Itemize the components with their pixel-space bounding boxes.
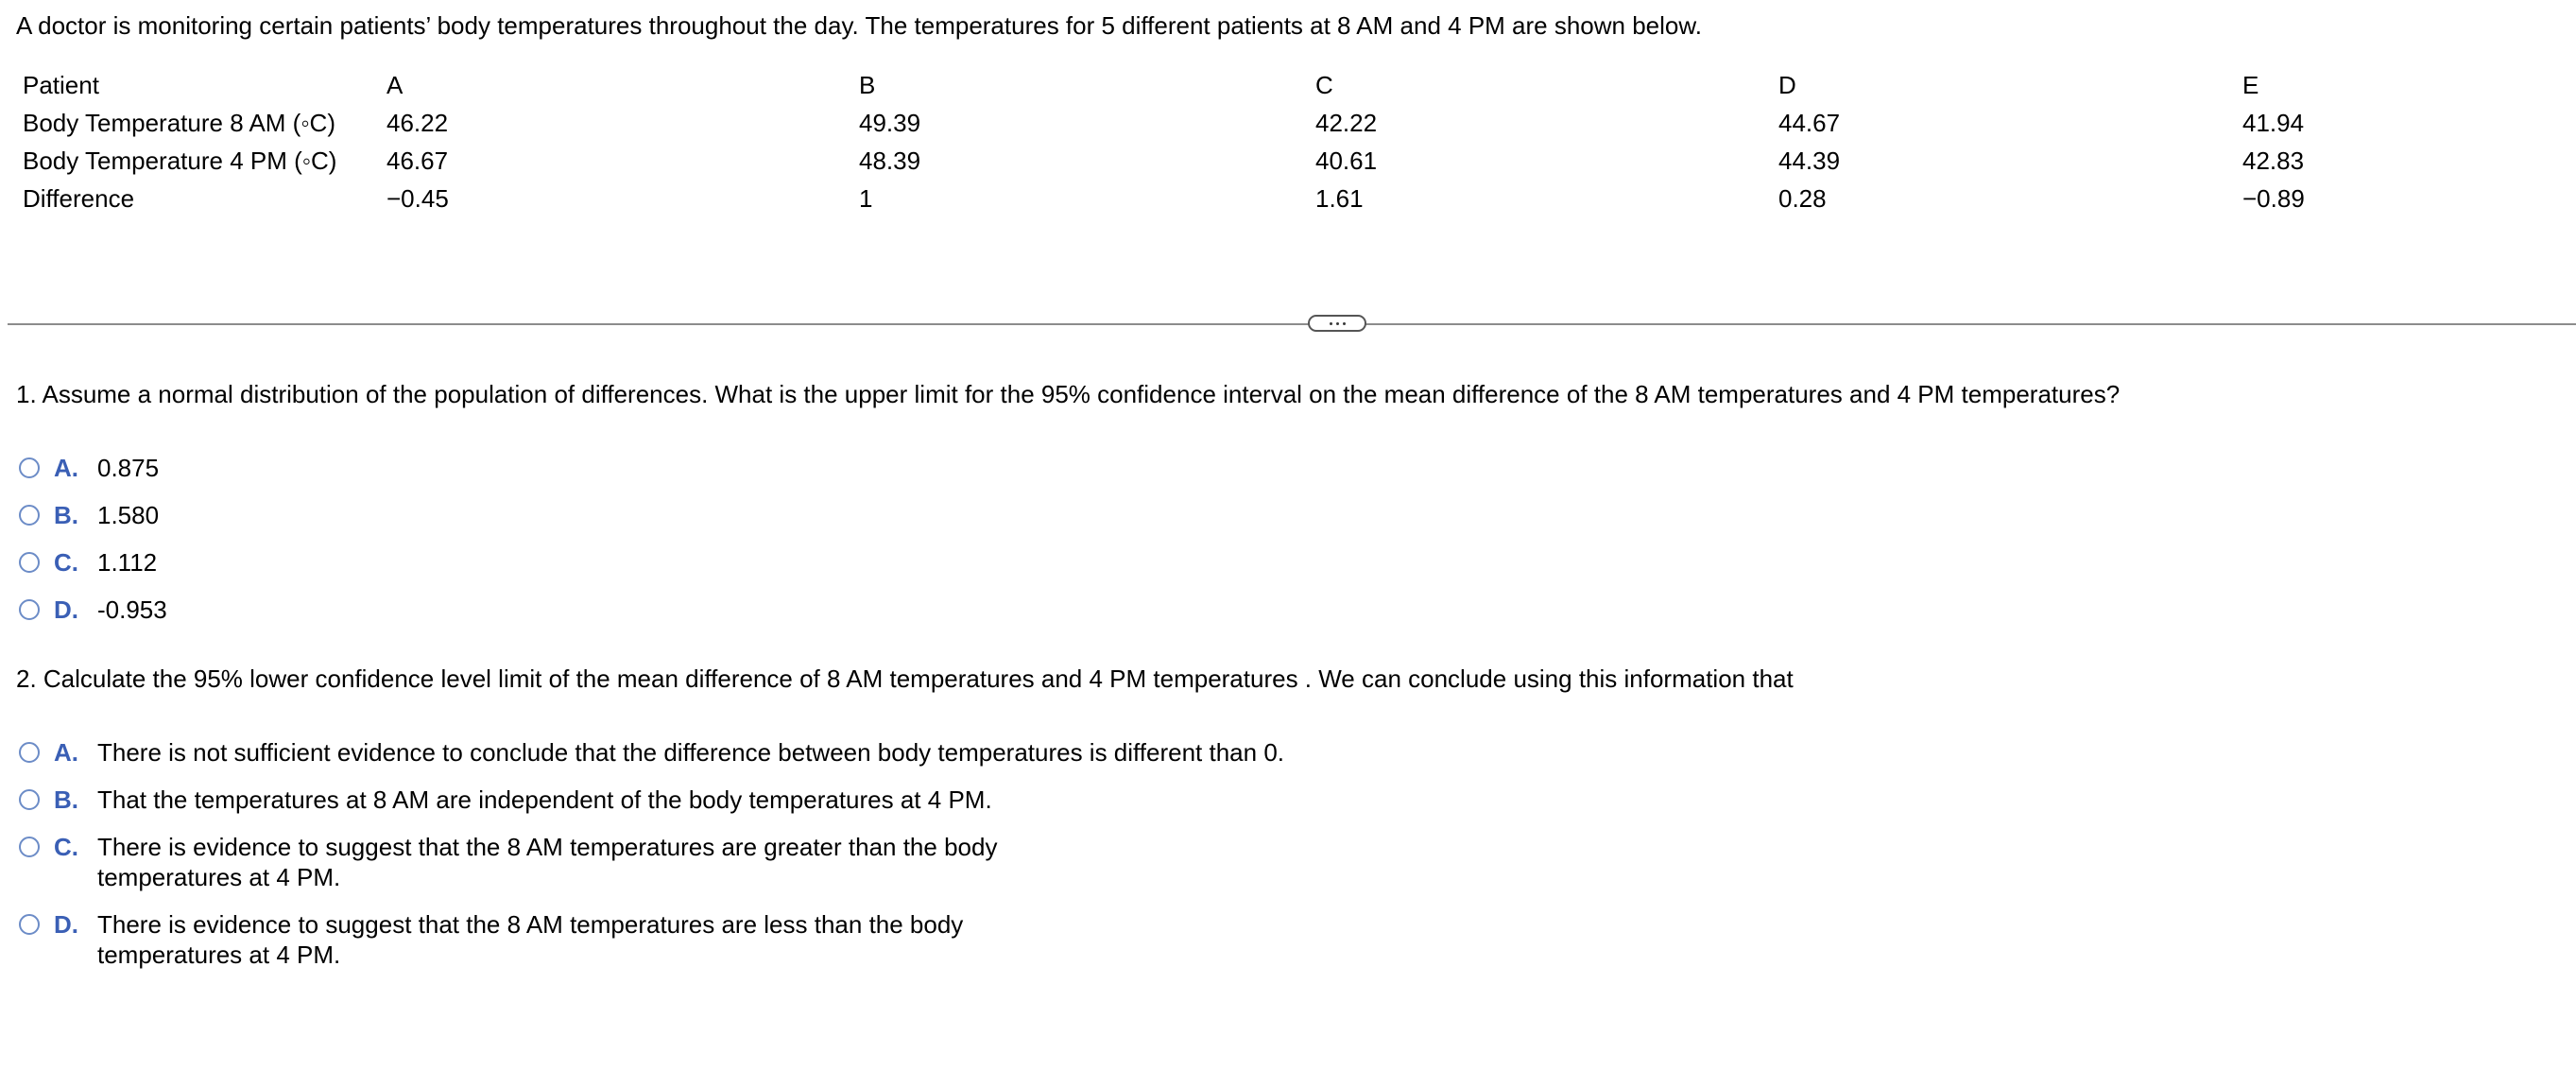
table-row bbox=[23, 66, 2431, 104]
radio-icon[interactable] bbox=[19, 505, 40, 526]
option-letter: A. bbox=[54, 738, 78, 767]
table-cell: 49.39 bbox=[859, 108, 921, 137]
radio-icon[interactable] bbox=[19, 742, 40, 763]
option-letter: D. bbox=[54, 910, 78, 939]
table-cell: D bbox=[1778, 70, 1796, 99]
table-cell: 1 bbox=[859, 183, 873, 213]
table-cell: −0.45 bbox=[386, 183, 449, 213]
table-cell: 0.28 bbox=[1778, 183, 1827, 213]
table-cell: 46.67 bbox=[386, 146, 449, 175]
option-text: 1.112 bbox=[97, 548, 158, 577]
radio-icon[interactable] bbox=[19, 789, 40, 810]
radio-icon[interactable] bbox=[19, 914, 40, 935]
table-cell: −0.89 bbox=[2242, 183, 2305, 213]
option-text: There is not sufficient evidence to conclude that the difference between body temperatures is different than 0. bbox=[97, 738, 1285, 767]
table-row bbox=[23, 142, 2431, 180]
temperature-table bbox=[23, 66, 2431, 217]
ellipsis-icon[interactable] bbox=[1308, 315, 1366, 332]
option-text: 1.580 bbox=[97, 501, 160, 529]
table-cell: Body Temperature 4 PM (◦C) bbox=[23, 146, 337, 175]
q1-option-c[interactable] bbox=[19, 547, 157, 578]
q1-option-b[interactable] bbox=[19, 500, 159, 530]
q1-option-d[interactable] bbox=[19, 595, 167, 625]
option-letter: B. bbox=[54, 785, 78, 814]
table-cell: 48.39 bbox=[859, 146, 921, 175]
table-cell: Body Temperature 8 AM (◦C) bbox=[23, 108, 335, 137]
option-text: -0.953 bbox=[97, 595, 167, 624]
question-2-text: 2. Calculate the 95% lower confidence level limit of the mean difference of 8 AM temperatures and 4 PM temperatures . We can conclude using this information that bbox=[16, 664, 1794, 693]
q2-option-b[interactable] bbox=[19, 785, 992, 815]
radio-icon[interactable] bbox=[19, 457, 40, 478]
table-row bbox=[23, 180, 2431, 217]
table-cell: 42.83 bbox=[2242, 146, 2305, 175]
table-row bbox=[23, 104, 2431, 142]
radio-icon[interactable] bbox=[19, 599, 40, 620]
option-letter: C. bbox=[54, 548, 78, 577]
option-text: 0.875 bbox=[97, 454, 160, 482]
option-letter: C. bbox=[54, 833, 78, 861]
table-cell: A bbox=[386, 70, 404, 99]
option-text: That the temperatures at 8 AM are independent of the body temperatures at 4 PM. bbox=[97, 785, 992, 814]
table-cell: 40.61 bbox=[1315, 146, 1378, 175]
table-cell: Difference bbox=[23, 183, 135, 213]
q2-option-a[interactable] bbox=[19, 737, 1284, 768]
q2-option-d[interactable] bbox=[19, 909, 1009, 970]
table-cell: C bbox=[1315, 70, 1333, 99]
problem-statement: A doctor is monitoring certain patients’ body temperatures throughout the day. The temperatures for 5 different patients at 8 AM and 4 PM are shown below. bbox=[16, 11, 1702, 40]
option-text: There is evidence to suggest that the 8 AM temperatures are greater than the body temperatures at 4 PM. bbox=[97, 833, 998, 891]
radio-icon[interactable] bbox=[19, 552, 40, 573]
option-letter: A. bbox=[54, 454, 78, 482]
section-divider bbox=[8, 323, 2576, 325]
option-text: There is evidence to suggest that the 8 AM temperatures are less than the body temperatures at 4 PM. bbox=[97, 910, 964, 969]
dot bbox=[1330, 322, 1332, 325]
option-letter: B. bbox=[54, 501, 78, 529]
radio-icon[interactable] bbox=[19, 837, 40, 857]
dot bbox=[1343, 322, 1346, 325]
table-cell: 44.39 bbox=[1778, 146, 1841, 175]
table-cell: 44.67 bbox=[1778, 108, 1841, 137]
question-1-text: 1. Assume a normal distribution of the population of differences. What is the upper limit for the 95% confidence interval on the mean difference of the 8 AM temperatures and 4 PM temperatures? bbox=[16, 380, 2121, 408]
table-cell: E bbox=[2242, 70, 2259, 99]
table-cell: 42.22 bbox=[1315, 108, 1378, 137]
table-cell: Patient bbox=[23, 70, 99, 99]
q2-option-c[interactable] bbox=[19, 832, 1042, 892]
q1-option-a[interactable] bbox=[19, 453, 159, 483]
table-cell: 1.61 bbox=[1315, 183, 1364, 213]
option-letter: D. bbox=[54, 595, 78, 624]
table-cell: 41.94 bbox=[2242, 108, 2305, 137]
table-cell: 46.22 bbox=[386, 108, 449, 137]
table-cell: B bbox=[859, 70, 876, 99]
dot bbox=[1336, 322, 1339, 325]
